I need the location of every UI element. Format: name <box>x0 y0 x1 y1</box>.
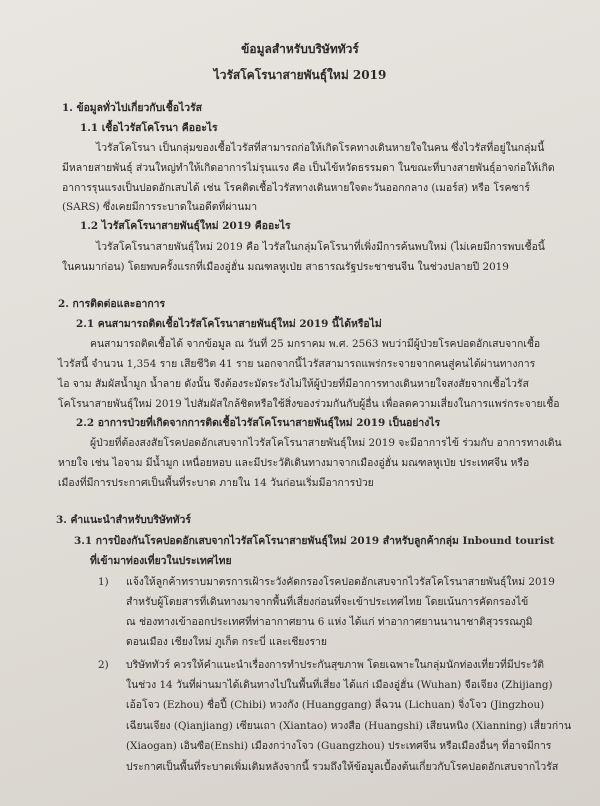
paragraph-line: (SARS) ซึ่งเคยมีการระบาดในอดีตที่ผ่านมา <box>62 201 258 213</box>
list-item-line: แจ้งให้ลูกค้าทราบมาตรการเฝ้าระวังคัดกรองโรคปอดอักเสบจากไวรัสโคโรนาสายพันธุ์ใหม่ 2019 <box>126 576 555 588</box>
list-item-line: เอ้อโจว (Ezhou) ชื่อปี้ (Chibi) หวงกัง (Huanggang) ลี่ฉวน (Lichuan) จิ่งโจว (Jingzhou) <box>126 699 545 711</box>
paragraph-line: ไวรัสนี้ จำนวน 1,354 ราย เสียชีวิต 41 ราย นอกจากนี้ไวรัสสามารถแพร่กระจายจากคนสู่คนได้ผ่านทางการ <box>58 358 536 370</box>
section-1-2-heading: 1.2 ไวรัสโคโรนาสายพันธุ์ใหม่ 2019 คืออะไร <box>80 220 291 232</box>
paragraph-line: คนสามารถติดเชื้อได้ จากข้อมูล ณ วันที่ 25 มกราคม พ.ศ. 2563 พบว่ามีผู้ป่วยโรคปอดอักเสบจากเชื้อ <box>90 338 541 350</box>
paragraph-line: ในคนมาก่อน) โดยพบครั้งแรกที่เมืองอู่ฮั่น มณฑลหูเป่ย สาธารณรัฐประชาชนจีน ในช่วงปลายปี 2019 <box>62 261 509 273</box>
section-2-heading: 2. การติดต่อและอาการ <box>58 298 166 310</box>
list-number: 1) <box>98 576 109 588</box>
section-3-1-heading: 3.1 การป้องกันโรคปอดอักเสบจากไวรัสโคโรนาสายพันธุ์ใหม่ 2019 สำหรับลูกค้ากลุ่ม Inbound tourist <box>74 535 555 547</box>
paragraph-line: ผู้ป่วยที่ต้องสงสัยโรคปอดอักเสบจากไวรัสโคโรนาสายพันธุ์ใหม่ 2019 จะมีอาการไข้ ร่วมกับ อาการทางเดิน <box>90 437 562 449</box>
section-2-1-heading: 2.1 คนสามารถติดเชื้อไวรัสโคโรนาสายพันธุ์ใหม่ 2019 นี้ได้หรือไม่ <box>76 318 382 330</box>
list-item-line: ดอนเมือง เชียงใหม่ ภูเก็ต กระบี่ และเชียงราย <box>126 636 327 648</box>
list-item-line: ในช่วง 14 วันที่ผ่านมาได้เดินทางไปในพื้นที่เสี่ยง ได้แก่ เมืองอู่ฮั่น (Wuhan) จือเจียง (Zhijiang) <box>126 679 553 691</box>
section-1-heading: 1. ข้อมูลทั่วไปเกี่ยวกับเชื้อไวรัส <box>62 102 203 114</box>
paragraph-line: โคโรนาสายพันธุ์ใหม่ 2019 ไปสัมผัสใกล้ชิดหรือใช้สิ่งของร่วมกันกับผู้อื่น เพื่อลดความเสี่ยงในการแพร่กระจายเชื้อ <box>58 398 560 410</box>
document-subtitle: ไวรัสโคโรนาสายพันธุ์ใหม่ 2019 <box>213 68 387 82</box>
section-2-2-heading: 2.2 อาการป่วยที่เกิดจากการติดเชื้อไวรัสโคโรนาสายพันธุ์ใหม่ 2019 เป็นอย่างไร <box>76 417 441 429</box>
list-item-line: (Xiaogan) เอินซือ(Enshi) เมืองกว่างโจว (Guangzhou) ประเทศจีน หรือเมืองอื่นๆ ที่อาจมีการ <box>126 740 552 752</box>
paragraph-line: ไวรัสโคโรนา เป็นกลุ่มของเชื้อไวรัสที่สามารถก่อให้เกิดโรคทางเดินหายใจในคน ซึ่งไวรัสที่อยู่ในกลุ่มนี้ <box>96 142 545 154</box>
list-item-line: ณ ช่องทางเข้าออกประเทศที่ท่าอากาศยาน 6 แห่ง ได้แก่ ท่าอากาศยานนานาชาติสุวรรณภูมิ <box>126 616 533 628</box>
section-1-1-heading: 1.1 เชื้อไวรัสโคโรนา คืออะไร <box>80 122 218 134</box>
list-item-line: ประกาศเป็นพื้นที่ระบาดเพิ่มเติมหลังจากนี้ รวมถึงให้ข้อมูลเบื้องต้นเกี่ยวกับโรคปอดอักเสบจากไวรัส <box>126 761 559 773</box>
section-3-heading: 3. คำแนะนำสำหรับบริษัททัวร์ <box>56 514 191 526</box>
paragraph-line: ไอ จาม สัมผัสน้ำมูก น้ำลาย ดังนั้น จึงต้องระมัดระวังไม่ให้ผู้ป่วยที่มีอาการทางเดินหายใจสงสัยจากเชื้อไวรัส <box>58 378 529 390</box>
list-item-line: บริษัททัวร์ ควรให้คำแนะนำเรื่องการทำประกันสุขภาพ โดยเฉพาะในกลุ่มนักท่องเที่ยวที่มีประวัติ <box>126 659 545 671</box>
document-title: ข้อมูลสำหรับบริษัททัวร์ <box>241 42 359 56</box>
list-item-line: เฉียนเจียง (Qianjiang) เซียนเถา (Xiantao) หวงสือ (Huangshi) เสียนหนิง (Xianning) เสี่ยวก่าน <box>126 720 572 732</box>
paragraph-line: อาการรุนแรงเป็นปอดอักเสบได้ เช่น โรคติดเชื้อไวรัสทางเดินหายใจตะวันออกกลาง (เมอร์ส) หรือ โรคซาร์ <box>62 182 530 194</box>
section-3-1-heading-cont: ที่เข้ามาท่องเที่ยวในประเทศไทย <box>90 555 232 567</box>
list-item-line: สำหรับผู้โดยสารที่เดินทางมาจากพื้นที่เสี่ยงก่อนที่จะเข้าประเทศไทย โดยเน้นการคัดกรองไข้ <box>126 596 529 608</box>
list-number: 2) <box>98 659 109 671</box>
paragraph-line: มีหลายสายพันธุ์ ส่วนใหญ่ทำให้เกิดอาการไม่รุนแรง คือ เป็นไข้หวัดธรรมดา ในขณะที่บางสายพันธุ์อาจก่อให้เกิด <box>62 162 555 174</box>
paragraph-line: ไวรัสโคโรนาสายพันธุ์ใหม่ 2019 คือ ไวรัสในกลุ่มโคโรนาที่เพิ่งมีการค้นพบใหม่ (ไม่เคยมีการพบเชื้อนี้ <box>96 241 545 253</box>
paragraph-line: เมืองที่มีการประกาศเป็นพื้นที่ระบาด ภายใน 14 วันก่อนเริ่มมีอาการป่วย <box>58 477 374 489</box>
paragraph-line: หายใจ เช่น ไอจาม มีน้ำมูก เหนื่อยหอบ และมีประวัติเดินทางมาจากเมืองอู่ฮั่น มณฑลหูเป่ย ประเทศจีน หรือ <box>58 457 530 469</box>
